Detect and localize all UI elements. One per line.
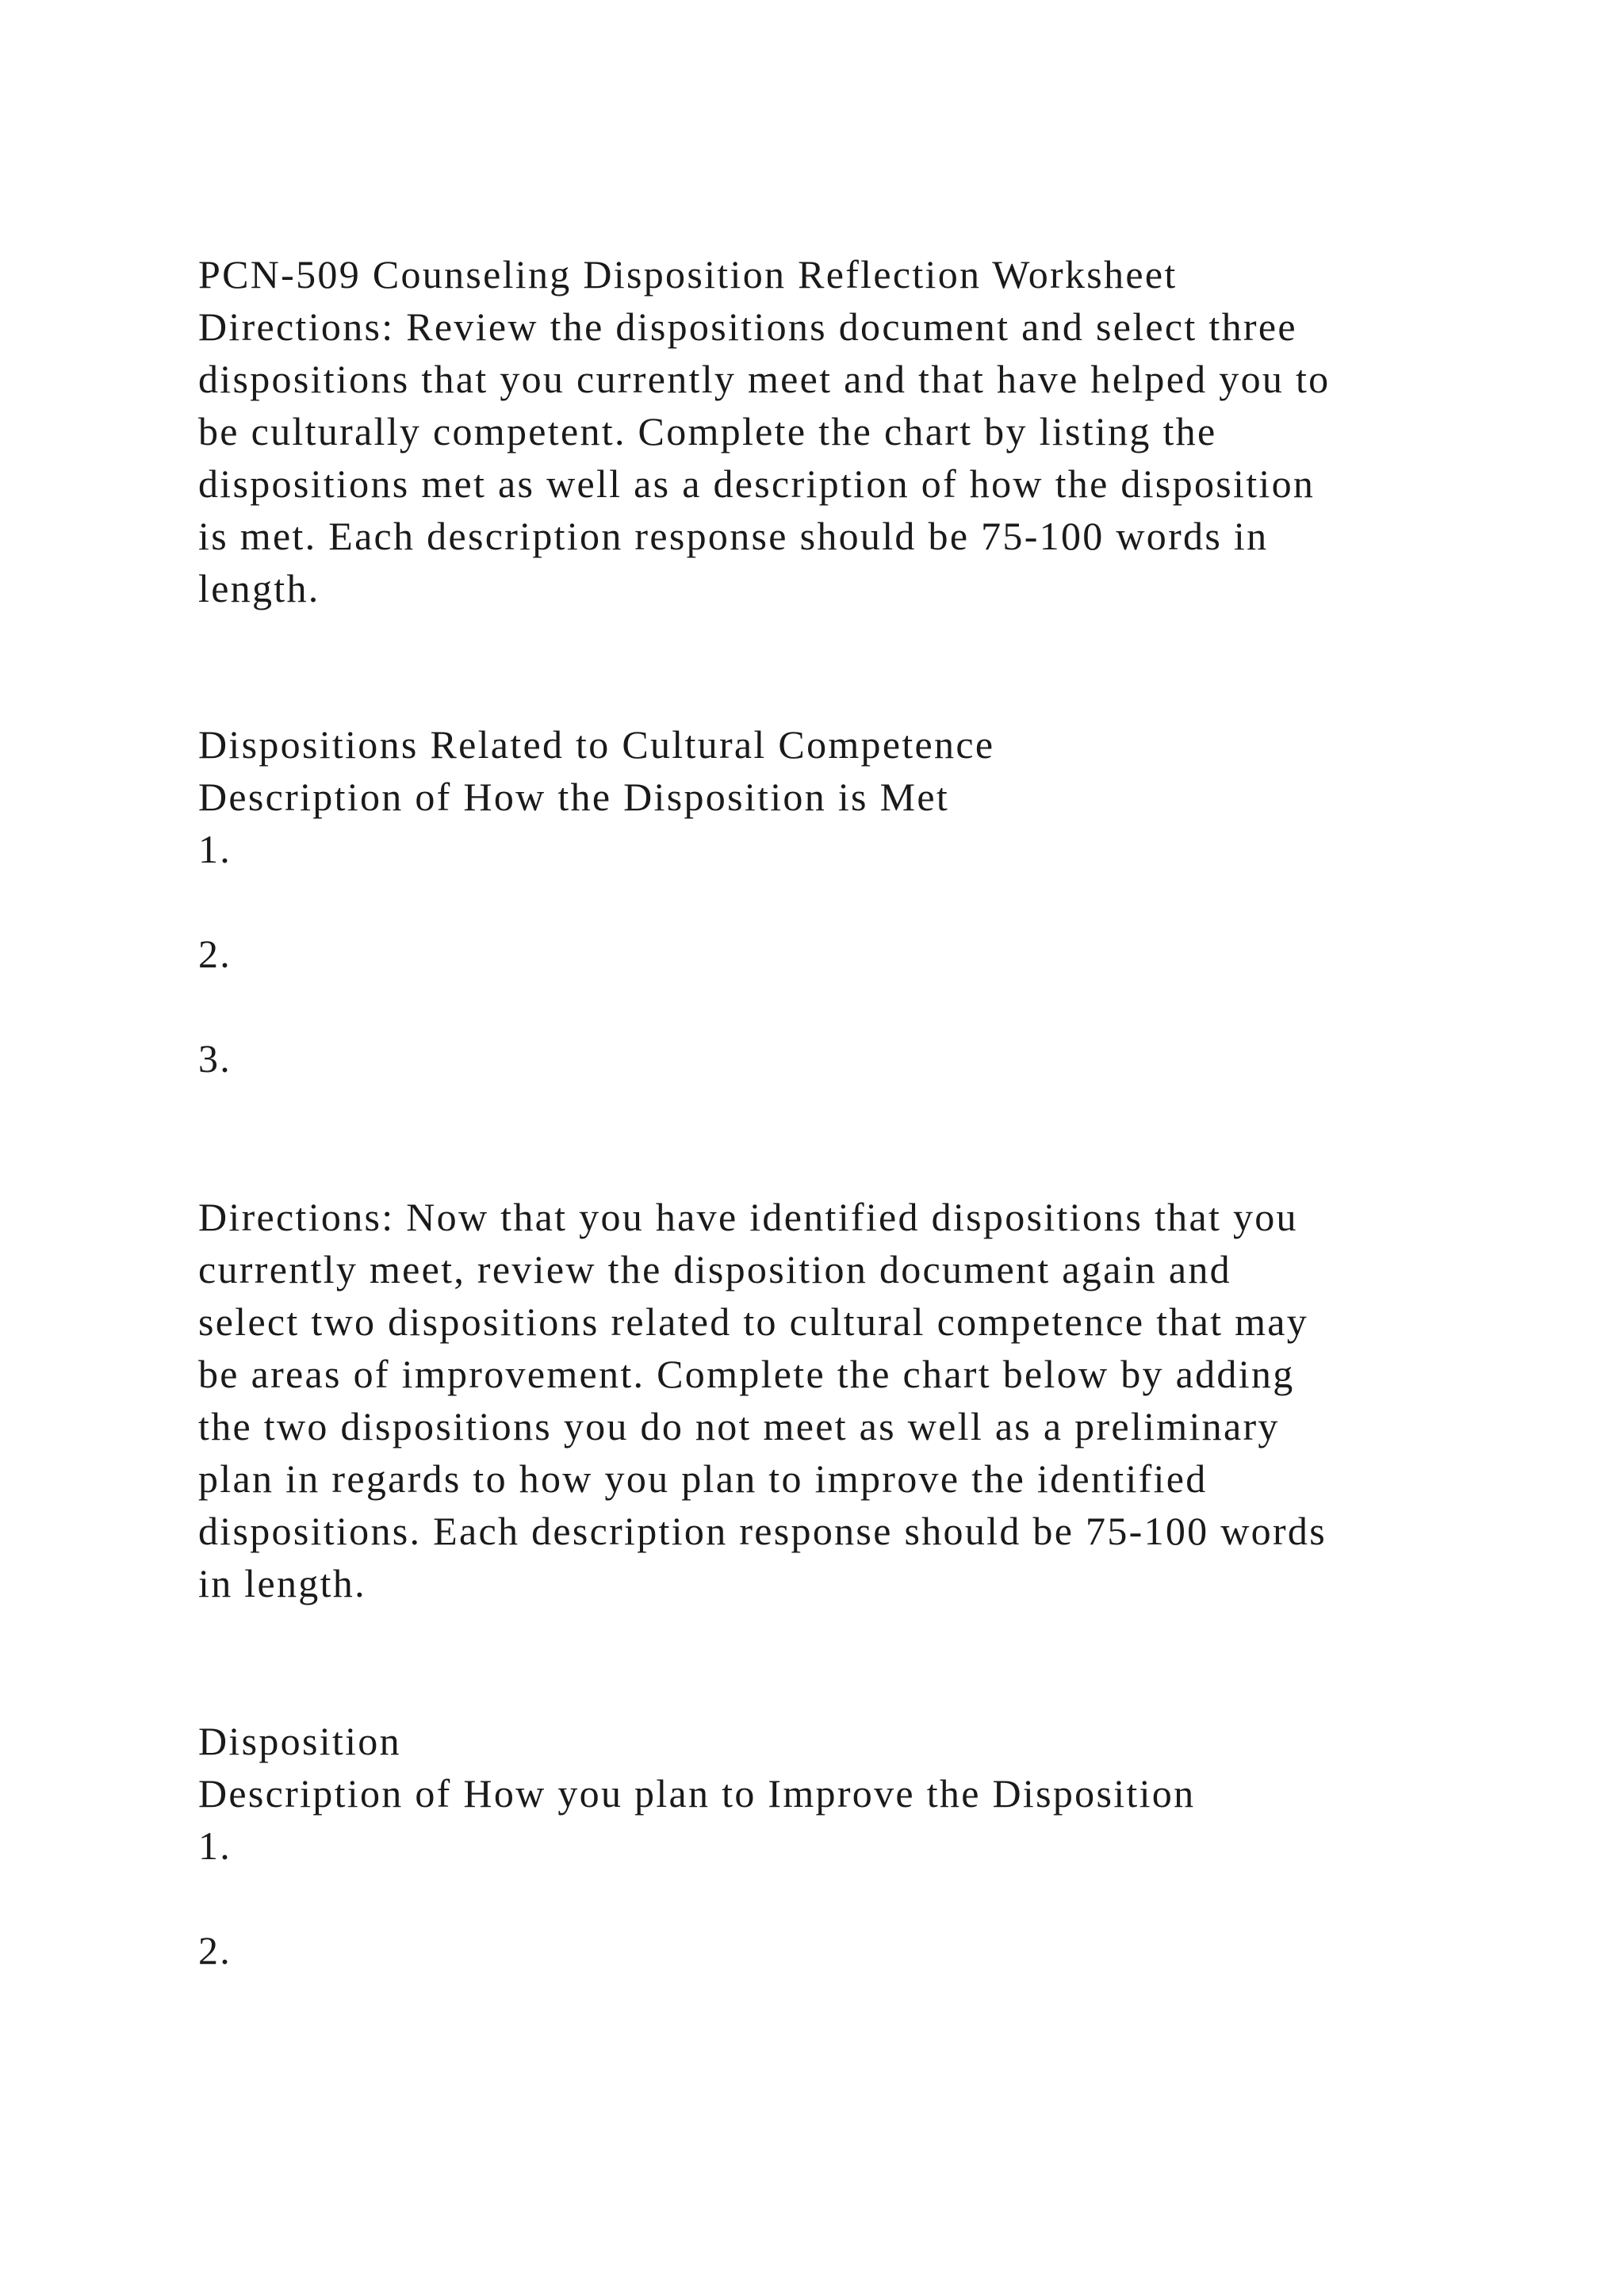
section2-directions-line-8: in length.	[198, 1561, 366, 1605]
section2-directions-line-3: select two dispositions related to cultural competence that may	[198, 1299, 1309, 1344]
section2-column-header-disposition: Disposition	[198, 1719, 401, 1763]
section2-column-header-description: Description of How you plan to Improve the Disposition	[198, 1771, 1196, 1816]
section2-directions-line-6: plan in regards to how you plan to improve the identified	[198, 1456, 1208, 1501]
section1-directions-line-3: be culturally competent. Complete the chart by listing the	[198, 409, 1217, 453]
section2-directions-line-5: the two dispositions you do not meet as well as a preliminary	[198, 1404, 1280, 1448]
section1-directions-line-4: dispositions met as well as a description of how the disposition	[198, 461, 1316, 506]
section1-directions-line-2: dispositions that you currently meet and that have helped you to	[198, 357, 1331, 401]
section1-directions-line-6: length.	[198, 566, 320, 610]
section2-directions-line-7: dispositions. Each description response should be 75-100 words	[198, 1509, 1327, 1553]
section1-directions-line-5: is met. Each description response should be 75-100 words in	[198, 514, 1269, 558]
section2-directions-line-4: be areas of improvement. Complete the chart below by adding	[198, 1352, 1295, 1396]
section2-directions-line-2: currently meet, review the disposition document again and	[198, 1247, 1231, 1292]
section1-column-header-description: Description of How the Disposition is Met	[198, 775, 950, 819]
section2-directions-line-1: Directions: Now that you have identified dispositions that you	[198, 1195, 1298, 1239]
section1-row-number-3: 3.	[198, 1036, 232, 1081]
section1-row-number-2: 2.	[198, 932, 232, 976]
section1-column-header-dispositions: Dispositions Related to Cultural Competence	[198, 722, 995, 767]
section2-row-number-2: 2.	[198, 1928, 232, 1973]
document-title: PCN-509 Counseling Disposition Reflection Worksheet	[198, 252, 1178, 297]
section1-row-number-1: 1.	[198, 827, 232, 871]
section1-directions-line-1: Directions: Review the dispositions document and select three	[198, 304, 1297, 349]
section2-row-number-1: 1.	[198, 1823, 232, 1868]
